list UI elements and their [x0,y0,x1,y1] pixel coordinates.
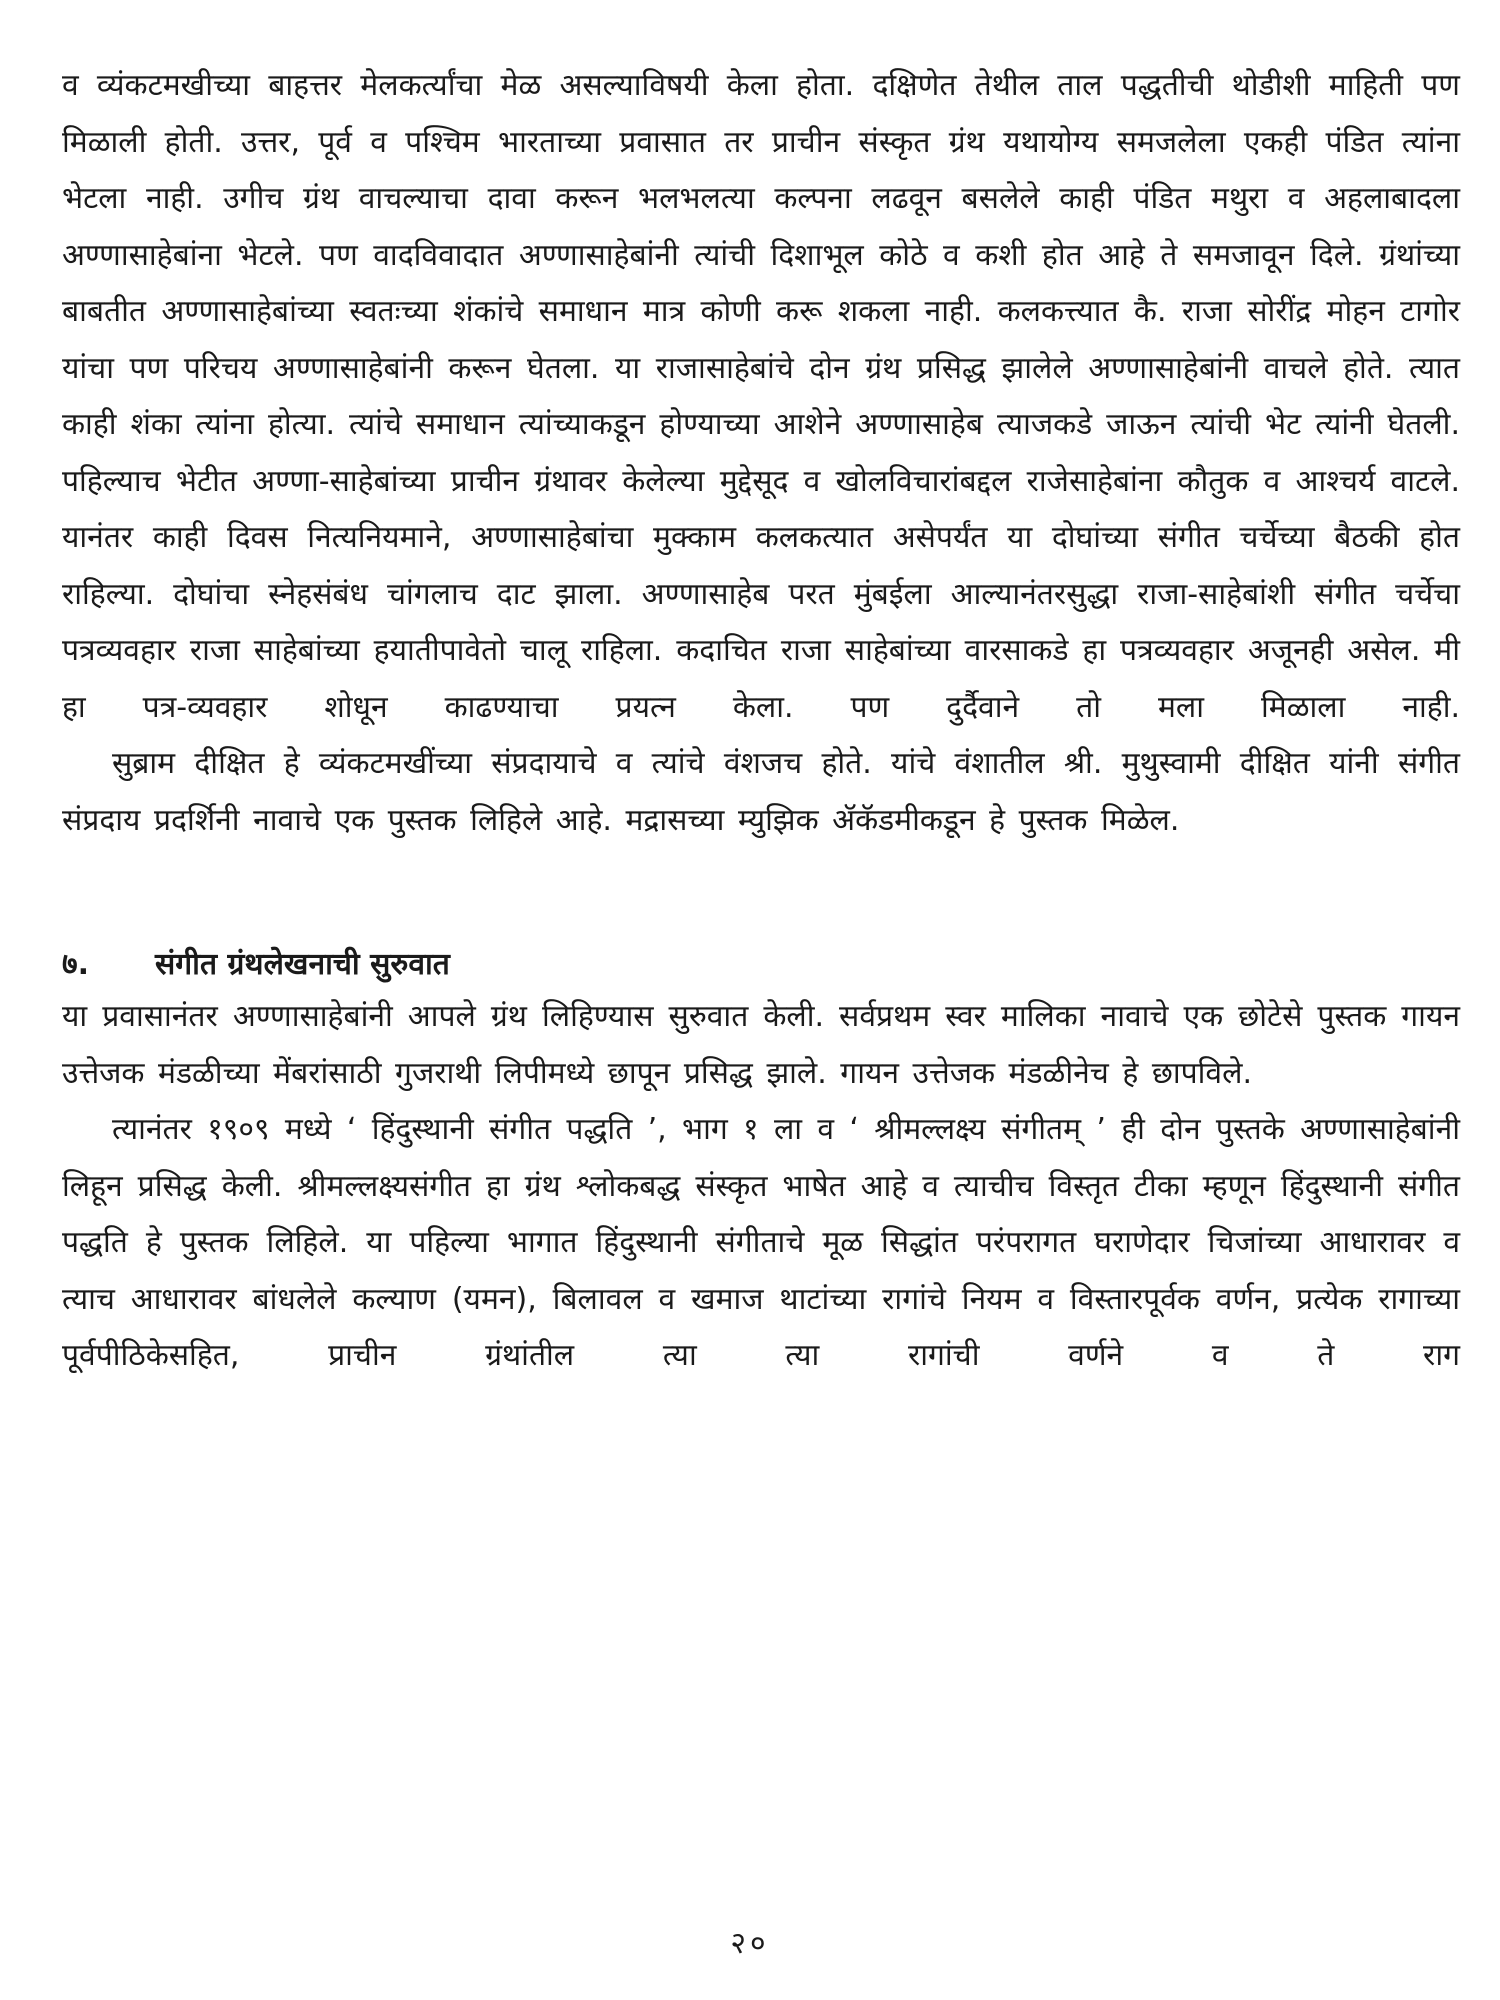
paragraph-first-book: या प्रवासानंतर अण्णासाहेबांनी आपले ग्रंथ लिहिण्यास सुरुवात केली. सर्वप्रथम स्वर मालिका नावाचे एक छोटेसे पुस्तक गायन उत्तेजक मंडळीच्या मेंबरांसाठी गुजराथी लिपीमध्ये छापून प्रसिद्ध झाले. गायन उत्तेजक मंडळीनेच हे छापविले. [62,999,1460,1091]
section-heading [62,941,1460,989]
paragraph-dikshit-lineage: सुब्राम दीक्षित हे व्यंकटमखींच्या संप्रदायाचे व त्यांचे वंशजच होते. यांचे वंशातील श्री. मुथुस्वामी दीक्षित यांनी संगीत संप्रदाय प्रदर्शिनी नावाचे एक पुस्तक लिहिले आहे. मद्रासच्या म्युझिक ॲकॅडमीकडून हे पुस्तक मिळेल. [62,746,1460,838]
section-title: संगीत ग्रंथलेखनाची सुरुवात [155,947,450,982]
paragraph-travel-account: व व्यंकटमखीच्या बाहत्तर मेलकर्त्यांचा मेळ असल्याविषयी केला होता. दक्षिणेत तेथील ताल पद्धतीची थोडीशी माहिती पण मिळाली होती. उत्तर, पूर्व व पश्चिम भारताच्या प्रवासात तर प्राचीन संस्कृत ग्रंथ यथायोग्य समजलेला एकही पंडित त्यांना भेटला नाही. उगीच ग्रंथ वाचल्याचा दावा करून भलभलत्या कल्पना लढवून बसलेले काही पंडित मथुरा व अहलाबादला अण्णासाहेबांना भेटले. पण वादविवादात अण्णासाहेबांनी त्यांची दिशाभूल कोठे व कशी होत आहे ते समजावून दिले. ग्रंथांच्या बाबतीत अण्णासाहेबांच्या स्वतःच्या शंकांचे समाधान मात्र कोणी करू शकला नाही. कलकत्त्यात कै. राजा सोरींद्र मोहन टागोर यांचा पण परिचय अण्णासाहेबांनी करून घेतला. या राजासाहेबांचे दोन ग्रंथ प्रसिद्ध झालेले अण्णासाहेबांनी वाचले होते. त्यात काही शंका त्यांना होत्या. त्यांचे समाधान त्यांच्याकडून होण्याच्या आशेने अण्णासाहेब त्याजकडे जाऊन त्यांची भेट त्यांनी घेतली. पहिल्याच भेटीत अण्णा-साहेबांच्या प्राचीन ग्रंथावर केलेल्या मुद्देसूद व खोलविचारांबद्दल राजेसाहेबांना कौतुक व आश्चर्य वाटले. यानंतर काही दिवस नित्यनियमाने, अण्णासाहेबांचा मुक्काम कलकत्यात असेपर्यंत या दोघांच्या संगीत चर्चेच्या बैठकी होत राहिल्या. दोघांचा स्नेहसंबंध चांगलाच दाट झाला. अण्णासाहेब परत मुंबईला आल्यानंतरसुद्धा राजा-साहेबांशी संगीत चर्चेचा पत्रव्यवहार राजा साहेबांच्या हयातीपावेतो चालू राहिला. कदाचित राजा साहेबांच्या वारसाकडे हा पत्रव्यवहार अजूनही असेल. मी हा पत्र-व्यवहार शोधून काढण्याचा प्रयत्न केला. पण दुर्दैवाने तो मला मिळाला नाही. [62,68,1460,725]
section-gap [62,849,1460,941]
section-number: ७. [62,947,89,982]
paragraph-1909-books: त्यानंतर १९०९ मध्ये ‘ हिंदुस्थानी संगीत पद्धति ’, भाग १ ला व ‘ श्रीमल्लक्ष्य संगीतम् ’ ही दोन पुस्तके अण्णासाहेबांनी लिहून प्रसिद्ध केली. श्रीमल्लक्ष्यसंगीत हा ग्रंथ श्लोकबद्ध संस्कृत भाषेत आहे व त्याचीच विस्तृत टीका म्हणून हिंदुस्थानी संगीत पद्धति हे पुस्तक लिहिले. या पहिल्या भागात हिंदुस्थानी संगीताचे मूळ सिद्धांत परंपरागत घराणेदार चिजांच्या आधारावर व त्याच आधारावर बांधलेले कल्याण (यमन), बिलावल व खमाज थाटांच्या रागांचे नियम व विस्तारपूर्वक वर्णन, प्रत्येक रागाच्या पूर्वपीठिकेसहित, प्राचीन ग्रंथांतील त्या त्या रागांची वर्णने व ते राग [62,1112,1460,1373]
page-number: २० [730,1926,770,1961]
